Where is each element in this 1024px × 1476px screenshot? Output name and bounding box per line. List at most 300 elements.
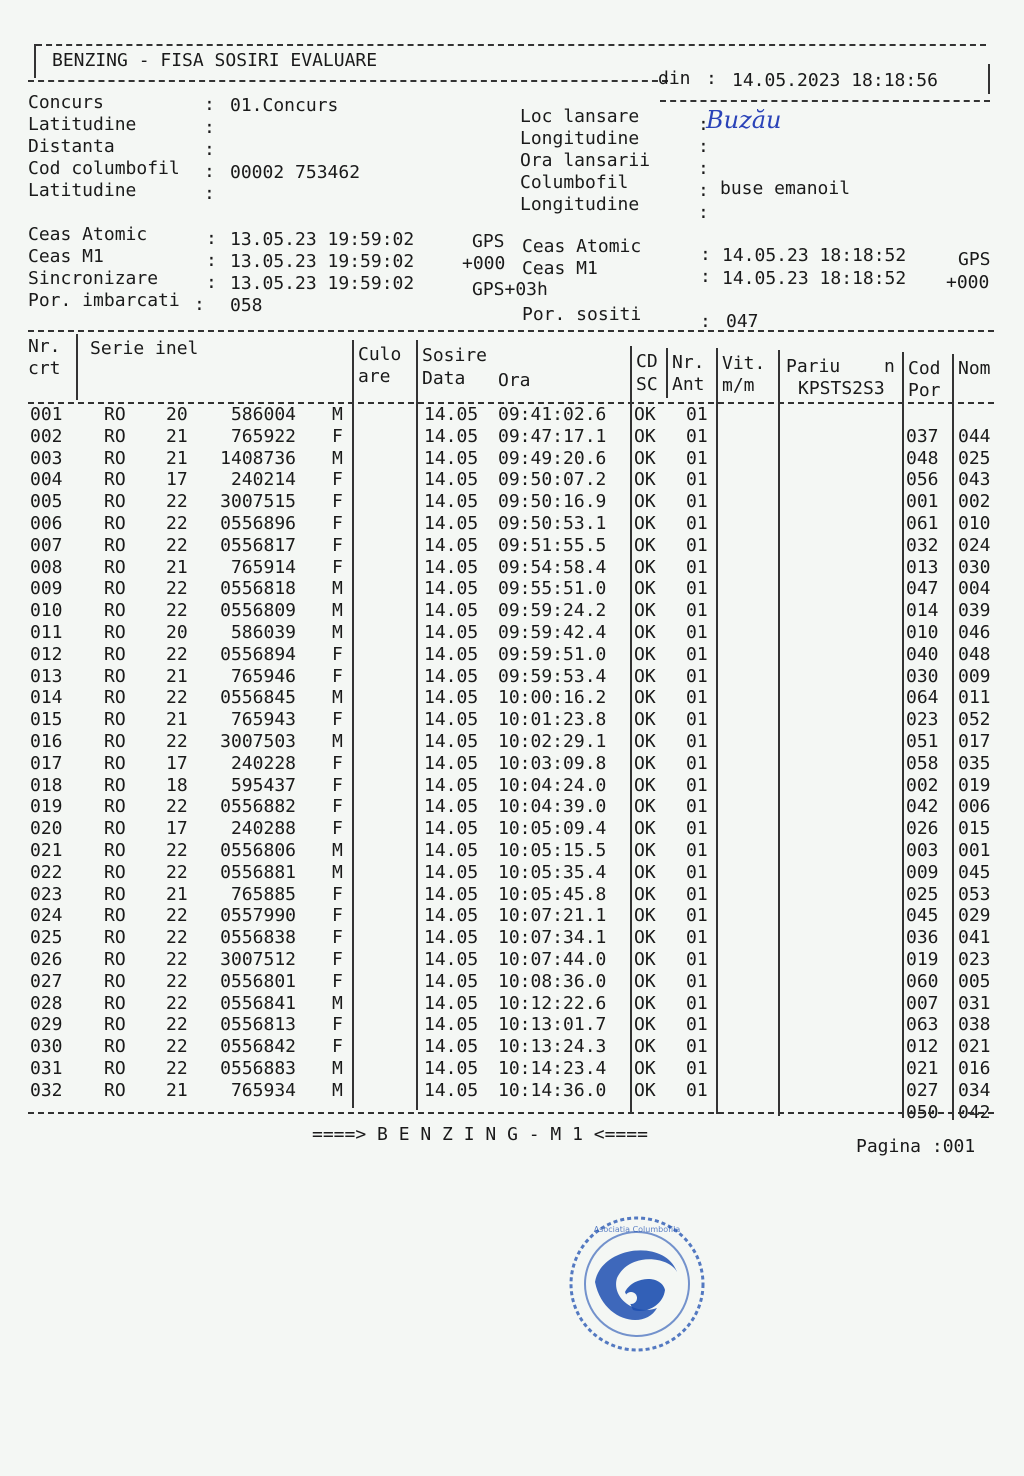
table-row bbox=[0, 862, 1024, 884]
ring-year: 22 bbox=[166, 600, 188, 622]
ring-year: 17 bbox=[166, 818, 188, 840]
col-header-culoare-1: Culo bbox=[358, 344, 402, 365]
cod-por: 013 bbox=[906, 556, 939, 578]
stamp-text: Asociatia Columbofila bbox=[593, 1225, 681, 1234]
cod-por: 047 bbox=[906, 578, 939, 600]
row-number: 001 bbox=[30, 404, 63, 425]
arrival-date: 14.05 bbox=[424, 404, 479, 425]
antenna-number: 01 bbox=[686, 469, 708, 491]
info-colon: : bbox=[698, 114, 709, 135]
cod-por: 023 bbox=[906, 709, 939, 731]
ring-number: 0556842 bbox=[220, 1036, 296, 1058]
cod-por: 001 bbox=[906, 491, 939, 513]
ring-year: 22 bbox=[166, 643, 188, 665]
info-value-columbofil: buse emanoil bbox=[720, 178, 851, 199]
arrival-date: 14.05 bbox=[424, 534, 479, 556]
pigeon-sex: F bbox=[332, 818, 343, 840]
ring-year: 22 bbox=[166, 513, 188, 534]
arrival-date: 14.05 bbox=[424, 425, 479, 447]
table-row bbox=[0, 535, 1024, 557]
row-number: 025 bbox=[30, 927, 63, 949]
ring-number: 0556817 bbox=[220, 534, 296, 556]
ring-number: 586004 bbox=[230, 404, 296, 425]
ring-year: 22 bbox=[166, 731, 188, 752]
ring-number: 0556818 bbox=[220, 578, 296, 600]
arrival-time: 10:07:34.1 bbox=[498, 927, 607, 949]
pigeon-sex: F bbox=[332, 905, 343, 927]
row-number: 012 bbox=[30, 643, 63, 665]
cod-por: 027 bbox=[906, 1079, 939, 1101]
arrival-time: 10:03:09.8 bbox=[498, 752, 607, 774]
pigeon-sex: F bbox=[332, 1036, 343, 1058]
ring-year: 22 bbox=[166, 905, 188, 927]
pigeon-sex: M bbox=[332, 992, 343, 1014]
row-number: 007 bbox=[30, 534, 63, 556]
col-header-serie-inel: Serie inel bbox=[90, 338, 199, 359]
ring-year: 21 bbox=[166, 1079, 188, 1101]
antenna-number: 01 bbox=[686, 1058, 708, 1079]
table-row bbox=[0, 491, 1024, 513]
cod-por: 030 bbox=[906, 665, 939, 687]
status-code: OK bbox=[634, 905, 656, 927]
ring-country: RO bbox=[104, 927, 126, 949]
ring-country: RO bbox=[104, 905, 126, 927]
table-row bbox=[0, 687, 1024, 709]
info-colon: : bbox=[700, 311, 711, 332]
ring-country: RO bbox=[104, 600, 126, 622]
table-row bbox=[0, 884, 1024, 906]
antenna-number: 01 bbox=[686, 905, 708, 927]
pigeon-sex: F bbox=[332, 556, 343, 578]
arrival-time: 10:04:24.0 bbox=[498, 774, 607, 796]
clock-label-atomic-start: Ceas Atomic bbox=[28, 224, 148, 245]
row-number: 011 bbox=[30, 622, 63, 643]
arrival-time: 10:12:22.6 bbox=[498, 992, 607, 1014]
date-underline bbox=[660, 100, 990, 102]
nom-number: 015 bbox=[958, 818, 991, 840]
antenna-number: 01 bbox=[686, 840, 708, 861]
cod-por: 050 bbox=[906, 1101, 939, 1123]
info-label-longitudine: Longitudine bbox=[520, 128, 640, 149]
ring-country: RO bbox=[104, 643, 126, 665]
arrival-time: 10:05:45.8 bbox=[498, 883, 607, 905]
nom-number: 002 bbox=[958, 491, 991, 513]
row-number: 024 bbox=[30, 905, 63, 927]
ring-year: 22 bbox=[166, 1036, 188, 1058]
col-header-culoare-2: are bbox=[358, 366, 391, 387]
arrival-time: 10:07:21.1 bbox=[498, 905, 607, 927]
ring-number: 3007503 bbox=[220, 731, 296, 752]
arrival-date: 14.05 bbox=[424, 840, 479, 861]
col-header-por: Por bbox=[908, 380, 941, 401]
arrival-time: 09:59:24.2 bbox=[498, 600, 607, 622]
arrival-date: 14.05 bbox=[424, 752, 479, 774]
row-number: 031 bbox=[30, 1058, 63, 1079]
ring-country: RO bbox=[104, 861, 126, 883]
table-row bbox=[0, 949, 1024, 971]
col-header-nom: Nom bbox=[958, 358, 991, 379]
ring-year: 21 bbox=[166, 447, 188, 469]
clock-label-m1-start: Ceas M1 bbox=[28, 246, 104, 267]
col-header-ora: Ora bbox=[498, 370, 531, 391]
nom-number: 023 bbox=[958, 949, 991, 970]
status-code: OK bbox=[634, 469, 656, 491]
table-row bbox=[0, 753, 1024, 775]
ring-year: 22 bbox=[166, 840, 188, 861]
nom-number: 041 bbox=[958, 927, 991, 949]
status-code: OK bbox=[634, 600, 656, 622]
col-header-nr-ant: Nr. bbox=[672, 352, 705, 373]
top-border bbox=[36, 44, 986, 46]
ring-number: 3007515 bbox=[220, 491, 296, 513]
status-code: OK bbox=[634, 687, 656, 709]
col-header-nr: Nr. bbox=[28, 336, 61, 357]
cod-por: 064 bbox=[906, 687, 939, 709]
nom-number: 030 bbox=[958, 556, 991, 578]
col-header-pariu-n: n bbox=[884, 356, 895, 377]
row-number: 032 bbox=[30, 1079, 63, 1101]
pigeon-sex: M bbox=[332, 622, 343, 643]
status-code: OK bbox=[634, 1014, 656, 1036]
arrival-time: 10:08:36.0 bbox=[498, 970, 607, 992]
print-date-label: din bbox=[658, 68, 691, 89]
nom-number: 029 bbox=[958, 905, 991, 927]
ring-country: RO bbox=[104, 534, 126, 556]
status-code: OK bbox=[634, 622, 656, 643]
ring-number: 0556882 bbox=[220, 796, 296, 818]
col-separator bbox=[76, 334, 78, 400]
pigeon-sex: F bbox=[332, 927, 343, 949]
table-row bbox=[0, 1080, 1024, 1102]
clock-value-atomic-start: 13.05.23 19:59:02 bbox=[230, 229, 415, 250]
arrival-time: 09:54:58.4 bbox=[498, 556, 607, 578]
info-colon: : bbox=[204, 183, 215, 204]
status-code: OK bbox=[634, 818, 656, 840]
pigeon-sex: F bbox=[332, 469, 343, 491]
ring-year: 18 bbox=[166, 774, 188, 796]
info-colon: : bbox=[206, 250, 217, 271]
arrival-time: 10:13:24.3 bbox=[498, 1036, 607, 1058]
pigeon-sex: F bbox=[332, 883, 343, 905]
antenna-number: 01 bbox=[686, 709, 708, 731]
table-row bbox=[0, 448, 1024, 470]
arrival-date: 14.05 bbox=[424, 665, 479, 687]
table-top-border bbox=[28, 330, 994, 332]
arrival-date: 14.05 bbox=[424, 796, 479, 818]
arrival-date: 14.05 bbox=[424, 949, 479, 970]
status-code: OK bbox=[634, 643, 656, 665]
arrival-time: 10:13:01.7 bbox=[498, 1014, 607, 1036]
ring-number: 595437 bbox=[230, 774, 296, 796]
pigeon-sex: F bbox=[332, 491, 343, 513]
ring-number: 0556883 bbox=[220, 1058, 296, 1079]
ring-year: 21 bbox=[166, 665, 188, 687]
ring-country: RO bbox=[104, 818, 126, 840]
arrival-date: 14.05 bbox=[424, 1036, 479, 1058]
arrival-date: 14.05 bbox=[424, 861, 479, 883]
embarked-label: Por. imbarcati bbox=[28, 290, 180, 311]
table-row bbox=[0, 426, 1024, 448]
cod-por: 063 bbox=[906, 1014, 939, 1036]
info-label-ora-lansarii: Ora lansarii bbox=[520, 150, 651, 171]
col-header-sosire: Sosire bbox=[422, 345, 488, 366]
nom-number: 053 bbox=[958, 883, 991, 905]
ring-country: RO bbox=[104, 883, 126, 905]
ring-number: 0556813 bbox=[220, 1014, 296, 1036]
arrival-time: 10:04:39.0 bbox=[498, 796, 607, 818]
status-code: OK bbox=[634, 774, 656, 796]
embarked-value: 058 bbox=[230, 295, 263, 316]
nom-number: 035 bbox=[958, 752, 991, 774]
pigeon-sex: F bbox=[332, 513, 343, 534]
col-header-kpsts2s3: KPSTS2S3 bbox=[798, 378, 885, 399]
ring-country: RO bbox=[104, 731, 126, 752]
ring-country: RO bbox=[104, 796, 126, 818]
arrival-time: 09:59:42.4 bbox=[498, 622, 607, 643]
ring-country: RO bbox=[104, 469, 126, 491]
row-number: 017 bbox=[30, 752, 63, 774]
table-row bbox=[0, 404, 1024, 426]
arrival-time: 10:05:09.4 bbox=[498, 818, 607, 840]
info-label-distanta: Distanta bbox=[28, 136, 115, 157]
pigeon-sex: F bbox=[332, 796, 343, 818]
table-row bbox=[0, 731, 1024, 753]
antenna-number: 01 bbox=[686, 513, 708, 534]
table-bottom-border bbox=[28, 1112, 994, 1114]
nom-number: 031 bbox=[958, 992, 991, 1014]
antenna-number: 01 bbox=[686, 861, 708, 883]
row-number: 026 bbox=[30, 949, 63, 970]
arrival-date: 14.05 bbox=[424, 578, 479, 600]
pigeon-sex: M bbox=[332, 861, 343, 883]
cod-por: 012 bbox=[906, 1036, 939, 1058]
ring-country: RO bbox=[104, 513, 126, 534]
cod-por: 026 bbox=[906, 818, 939, 840]
page-number: Pagina :001 bbox=[856, 1136, 976, 1157]
ring-country: RO bbox=[104, 992, 126, 1014]
pigeon-sex: F bbox=[332, 709, 343, 731]
pigeon-sex: F bbox=[332, 643, 343, 665]
clock-suffix-atomic-end: GPS bbox=[958, 249, 991, 270]
pigeon-sex: F bbox=[332, 752, 343, 774]
cod-por: 037 bbox=[906, 425, 939, 447]
nom-number: 038 bbox=[958, 1014, 991, 1036]
table-row bbox=[0, 1014, 1024, 1036]
title-underline bbox=[28, 80, 668, 82]
row-number: 006 bbox=[30, 513, 63, 534]
ring-year: 22 bbox=[166, 578, 188, 600]
antenna-number: 01 bbox=[686, 534, 708, 556]
pigeon-sex: M bbox=[332, 578, 343, 600]
arrival-date: 14.05 bbox=[424, 687, 479, 709]
arrival-date: 14.05 bbox=[424, 905, 479, 927]
nom-number: 052 bbox=[958, 709, 991, 731]
nom-number: 005 bbox=[958, 970, 991, 992]
ring-number: 0556806 bbox=[220, 840, 296, 861]
antenna-number: 01 bbox=[686, 970, 708, 992]
pigeon-sex: M bbox=[332, 687, 343, 709]
cod-por: 048 bbox=[906, 447, 939, 469]
status-code: OK bbox=[634, 425, 656, 447]
row-number: 009 bbox=[30, 578, 63, 600]
ring-number: 1408736 bbox=[220, 447, 296, 469]
status-code: OK bbox=[634, 927, 656, 949]
ring-year: 22 bbox=[166, 970, 188, 992]
status-code: OK bbox=[634, 1036, 656, 1058]
row-number: 004 bbox=[30, 469, 63, 491]
info-colon: : bbox=[700, 266, 711, 287]
antenna-number: 01 bbox=[686, 425, 708, 447]
ring-number: 586039 bbox=[230, 622, 296, 643]
ring-country: RO bbox=[104, 447, 126, 469]
table-row bbox=[0, 513, 1024, 535]
table-row bbox=[0, 775, 1024, 797]
nom-number: 001 bbox=[958, 840, 991, 861]
info-colon: : bbox=[698, 136, 709, 157]
info-colon: : bbox=[206, 228, 217, 249]
status-code: OK bbox=[634, 513, 656, 534]
nom-number: 025 bbox=[958, 447, 991, 469]
info-label-longitudine-2: Longitudine bbox=[520, 194, 640, 215]
info-label-concurs: Concurs bbox=[28, 92, 104, 113]
info-colon: : bbox=[206, 272, 217, 293]
nom-number: 039 bbox=[958, 600, 991, 622]
pigeon-sex: M bbox=[332, 447, 343, 469]
clock-value-atomic-end: 14.05.23 18:18:52 bbox=[722, 245, 907, 266]
antenna-number: 01 bbox=[686, 927, 708, 949]
ring-number: 0556896 bbox=[220, 513, 296, 534]
arrival-time: 09:55:51.0 bbox=[498, 578, 607, 600]
cod-por: 032 bbox=[906, 534, 939, 556]
row-number: 015 bbox=[30, 709, 63, 731]
pigeon-sex: M bbox=[332, 404, 343, 425]
info-colon: : bbox=[204, 94, 215, 115]
status-code: OK bbox=[634, 752, 656, 774]
row-number: 008 bbox=[30, 556, 63, 578]
antenna-number: 01 bbox=[686, 949, 708, 970]
arrival-date: 14.05 bbox=[424, 513, 479, 534]
col-header-pariu: Pariu bbox=[786, 356, 841, 377]
ring-year: 22 bbox=[166, 1014, 188, 1036]
arrival-time: 09:50:16.9 bbox=[498, 491, 607, 513]
document-title: BENZING - FISA SOSIRI EVALUARE bbox=[52, 50, 378, 71]
info-label-cod-columbofil: Cod columbofil bbox=[28, 158, 180, 179]
arrival-date: 14.05 bbox=[424, 622, 479, 643]
info-value-cod-columbofil: 00002 753462 bbox=[230, 162, 361, 183]
arrival-time: 09:59:53.4 bbox=[498, 665, 607, 687]
arrival-time: 09:49:20.6 bbox=[498, 447, 607, 469]
ring-country: RO bbox=[104, 1058, 126, 1079]
ring-country: RO bbox=[104, 556, 126, 578]
row-number: 018 bbox=[30, 774, 63, 796]
status-code: OK bbox=[634, 970, 656, 992]
arrival-time: 10:14:23.4 bbox=[498, 1058, 607, 1079]
arrival-date: 14.05 bbox=[424, 970, 479, 992]
ring-number: 240228 bbox=[230, 752, 296, 774]
ring-country: RO bbox=[104, 840, 126, 861]
cod-por: 056 bbox=[906, 469, 939, 491]
pigeon-sex: M bbox=[332, 600, 343, 622]
nom-number: 016 bbox=[958, 1058, 991, 1079]
ring-number: 240288 bbox=[230, 818, 296, 840]
ring-country: RO bbox=[104, 709, 126, 731]
arrival-time: 10:14:36.0 bbox=[498, 1079, 607, 1101]
row-number: 020 bbox=[30, 818, 63, 840]
cod-por: 010 bbox=[906, 622, 939, 643]
ring-country: RO bbox=[104, 665, 126, 687]
info-colon: : bbox=[698, 202, 709, 223]
table-row bbox=[0, 927, 1024, 949]
ring-country: RO bbox=[104, 578, 126, 600]
ring-year: 22 bbox=[166, 534, 188, 556]
arrival-date: 14.05 bbox=[424, 600, 479, 622]
table-row bbox=[0, 1036, 1024, 1058]
ring-year: 22 bbox=[166, 1058, 188, 1079]
ring-number: 765943 bbox=[230, 709, 296, 731]
table-row bbox=[0, 993, 1024, 1015]
arrival-date: 14.05 bbox=[424, 643, 479, 665]
antenna-number: 01 bbox=[686, 404, 708, 425]
antenna-number: 01 bbox=[686, 1036, 708, 1058]
nom-number: 011 bbox=[958, 687, 991, 709]
arrival-time: 10:07:44.0 bbox=[498, 949, 607, 970]
ring-number: 240214 bbox=[230, 469, 296, 491]
pigeon-sex: M bbox=[332, 1079, 343, 1101]
status-code: OK bbox=[634, 709, 656, 731]
cod-por: 003 bbox=[906, 840, 939, 861]
arrived-label: Por. sositi bbox=[522, 304, 642, 325]
table-row bbox=[0, 796, 1024, 818]
footer-brand: ====> B E N Z I N G - M 1 <==== bbox=[312, 1124, 648, 1145]
table-row bbox=[0, 578, 1024, 600]
table-row bbox=[0, 644, 1024, 666]
clock-value-sincronizare: 13.05.23 19:59:02 bbox=[230, 273, 415, 294]
ring-number: 0556881 bbox=[220, 861, 296, 883]
row-number: 016 bbox=[30, 731, 63, 752]
ring-year: 20 bbox=[166, 404, 188, 425]
status-code: OK bbox=[634, 578, 656, 600]
clock-label-sincronizare: Sincronizare bbox=[28, 268, 159, 289]
nom-number: 021 bbox=[958, 1036, 991, 1058]
ring-country: RO bbox=[104, 970, 126, 992]
nom-number: 048 bbox=[958, 643, 991, 665]
status-code: OK bbox=[634, 665, 656, 687]
ring-country: RO bbox=[104, 1014, 126, 1036]
col-header-crt: crt bbox=[28, 358, 61, 379]
arrival-time: 09:51:55.5 bbox=[498, 534, 607, 556]
row-number: 021 bbox=[30, 840, 63, 861]
cod-por: 007 bbox=[906, 992, 939, 1014]
pigeon-sex: F bbox=[332, 949, 343, 970]
antenna-number: 01 bbox=[686, 883, 708, 905]
arrival-time: 09:50:53.1 bbox=[498, 513, 607, 534]
antenna-number: 01 bbox=[686, 600, 708, 622]
ring-year: 22 bbox=[166, 491, 188, 513]
pigeon-sex: M bbox=[332, 840, 343, 861]
info-colon: : bbox=[204, 139, 215, 160]
status-code: OK bbox=[634, 1079, 656, 1101]
ring-number: 765914 bbox=[230, 556, 296, 578]
cod-por: 061 bbox=[906, 513, 939, 534]
pigeon-sex: F bbox=[332, 774, 343, 796]
cod-por: 002 bbox=[906, 774, 939, 796]
arrival-date: 14.05 bbox=[424, 1014, 479, 1036]
nom-number: 006 bbox=[958, 796, 991, 818]
antenna-number: 01 bbox=[686, 1079, 708, 1101]
nom-number: 045 bbox=[958, 861, 991, 883]
col-header-sc: SC bbox=[636, 374, 658, 395]
info-colon: : bbox=[700, 244, 711, 265]
